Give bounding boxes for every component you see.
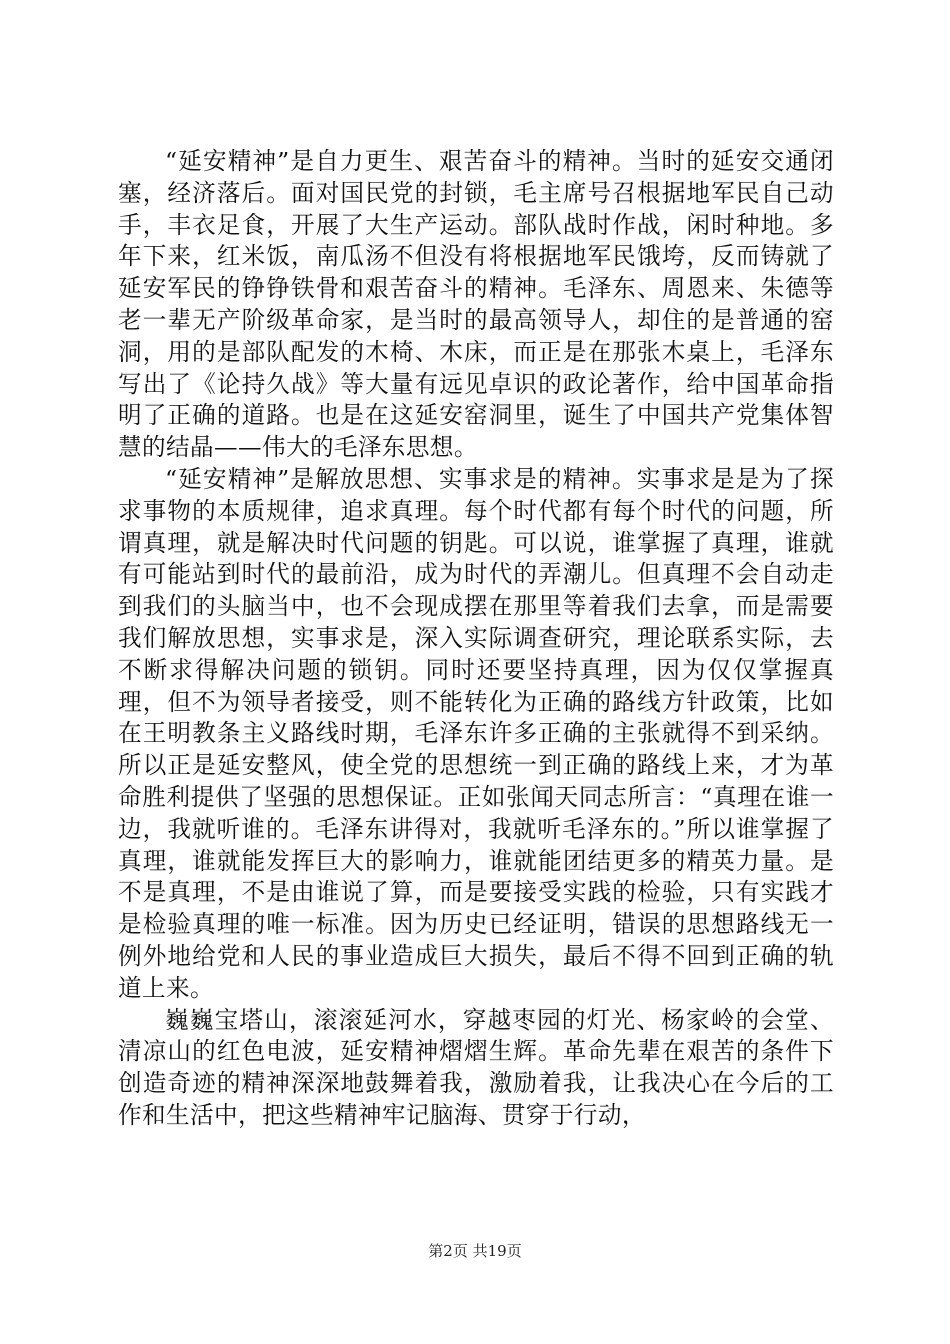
document-body [118, 146, 834, 1132]
paragraph-yanan-self-reliance: “延安精神”是自力更生、艰苦奋斗的精神。当时的延安交通闭塞，经济落后。面对国民党的封锁，毛主席号召根据地军民自己动手，丰衣足食，开展了大生产运动。部队战时作战，闲时种地。多年下来，红米饭，南瓜汤不但没有将根据地军民饿垮，反而铸就了延安军民的铮铮铁骨和艰苦奋斗的精神。毛泽东、周恩来、朱德等老一辈无产阶级革命家，是当时的最高领导人，却住的是普通的窑洞，用的是部队配发的木椅、木床，而正是在那张木桌上，毛泽东写出了《论持久战》等大量有远见卓识的政论著作，给中国革命指明了正确的道路。也是在这延安窑洞里，诞生了中国共产党集体智慧的结晶——伟大的毛泽东思想。 [118, 147, 834, 462]
page-number-footer: 第2页 共19页 [428, 1242, 522, 1260]
paragraph-yanan-seek-truth: “延安精神”是解放思想、实事求是的精神。实事求是是为了探求事物的本质规律，追求真理。每个时代都有每个时代的问题，所谓真理，就是解决时代问题的钥匙。可以说，谁掌握了真理，谁就有可能站到时代的最前沿，成为时代的弄潮儿。但真理不会自动走到我们的头脑当中，也不会现成摆在那里等着我们去拿，而是需要我们解放思想，实事求是，深入实际调查研究，理论联系实际，去不断求得解决问题的锁钥。同时还要坚持真理，因为仅仅掌握真理，但不为领导者接受，则不能转化为正确的路线方针政策，比如在王明教条主义路线时期，毛泽东许多正确的主张就得不到采纳。所以正是延安整风，使全党的思想统一到正确的路线上来，才为革命胜利提供了坚强的思想保证。正如张闻天同志所言：“真理在谁一边，我就听谁的。毛泽东讲得对，我就听毛泽东的。”所以谁掌握了真理，谁就能发挥巨大的影响力，谁就能团结更多的精英力量。是不是真理，不是由谁说了算，而是要接受实践的检验，只有实践才是检验真理的唯一标准。因为历史已经证明，错误的思想路线无一例外地给党和人民的事业造成巨大损失，最后不得不回到正确的轨道上来。 [118, 464, 834, 1002]
paragraph-yanan-inspiration: 巍巍宝塔山，滚滚延河水，穿越枣园的灯光、杨家岭的会堂、清凉山的红色电波，延安精神熠熠生辉。革命先辈在艰苦的条件下创造奇迹的精神深深地鼓舞着我，激励着我，让我决心在今后的工作和生活中，把这些精神牢记脑海、贯穿于行动， [118, 1005, 834, 1129]
